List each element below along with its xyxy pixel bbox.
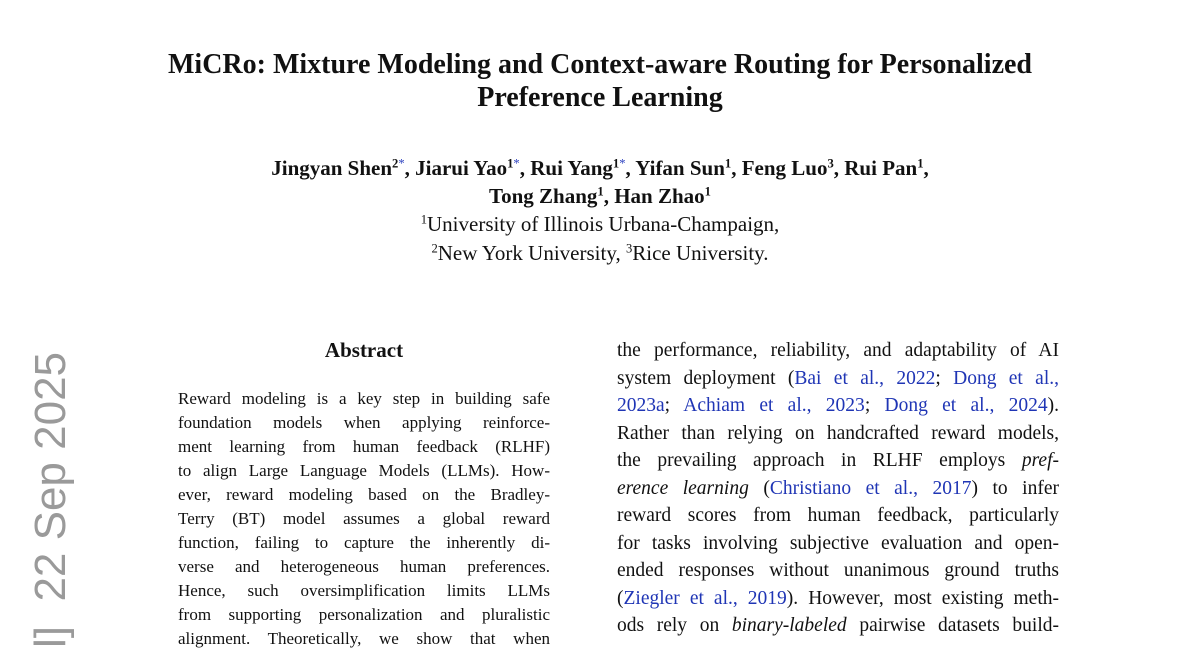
abstract-line: alignment. Theoretically, we show that when xyxy=(178,629,550,648)
arxiv-stamp-date: 22 Sep 2025 xyxy=(26,351,75,602)
intro-line: erence learning (Christiano et al., 2017) to infer xyxy=(617,477,1059,499)
abstract-line: Reward modeling is a key step in building safe xyxy=(178,389,550,408)
intro-line: 2023a; Achiam et al., 2023; Dong et al., 2024). xyxy=(617,395,1060,416)
author-affil-mark: 1 xyxy=(612,156,620,171)
intro-line: ended responses without unanimous ground truths xyxy=(617,560,1059,581)
title-line-1: MiCRo: Mixture Modeling and Context-aware Routing for Personalized xyxy=(167,49,1033,80)
author-name: Rui Yang xyxy=(530,156,613,180)
author-name: Han Zhao xyxy=(614,184,705,208)
author-affil-mark: 1 xyxy=(597,184,604,199)
author-name: Jingyan Shen xyxy=(271,156,393,180)
author-line-2: Tong Zhang$^1$, Han Zhao$^1$ xyxy=(489,184,711,208)
abstract-line: Terry (BT) model assumes a global reward xyxy=(178,509,550,528)
intro-line: system deployment (Bai et al., 2022; Dong et al., xyxy=(617,367,1059,389)
author-affil-mark: 3 xyxy=(827,156,834,171)
citation-link[interactable]: Bai et al., 2022 xyxy=(794,367,936,389)
abstract-line: foundation models when applying reinforce- xyxy=(178,413,550,432)
abstract-line: ment learning from human feedback (RLHF) xyxy=(178,437,550,456)
affiliations xyxy=(120,210,1080,268)
equal-contribution-mark: * xyxy=(513,156,520,171)
author-name: Tong Zhang xyxy=(489,184,598,208)
intro-line: (Ziegler et al., 2019). However, most existing meth- xyxy=(617,587,1059,609)
citation-link[interactable]: Achiam et al., 2023 xyxy=(683,395,865,416)
intro-line: for tasks involving subjective evaluation and open- xyxy=(617,532,1059,554)
author-list xyxy=(120,154,1080,210)
author-name: Yifan Sun xyxy=(635,156,725,180)
abstract-line: Hence, such oversimplification limits LLMs xyxy=(178,581,550,600)
abstract-line: verse and heterogeneous human preferences. xyxy=(178,557,550,576)
abstract-heading: Abstract xyxy=(324,338,404,362)
intro-line: the performance, reliability, and adaptability of AI xyxy=(617,340,1059,361)
intro-line: reward scores from human feedback, particularly xyxy=(617,505,1059,526)
abstract-line: ever, reward modeling based on the Bradley- xyxy=(178,485,550,504)
arxiv-margin-stamp xyxy=(26,328,76,648)
arxiv-stamp-partial: l] xyxy=(26,626,75,648)
author-name: Feng Luo xyxy=(741,156,828,180)
author-affil-mark: 1 xyxy=(724,156,732,171)
citation-link[interactable]: 2023a xyxy=(617,395,665,416)
author-affil-mark: 1 xyxy=(917,156,924,171)
author-affil-mark: 1 xyxy=(507,156,514,171)
intro-line: ods rely on binary-labeled pairwise datasets build- xyxy=(617,615,1059,636)
introduction-column xyxy=(617,337,1059,640)
abstract-line: to align Large Language Models (LLMs). How- xyxy=(178,461,550,480)
citation-link[interactable]: Dong et al., xyxy=(953,367,1059,389)
citation-link[interactable]: Ziegler et al., 2019 xyxy=(623,587,787,609)
author-name: Jiarui Yao xyxy=(415,156,508,180)
author-line-1: Jingyan Shen$^{2*}$, Jiarui Yao$^{1*}$, Rui Yang$^{1*}$, Yifan Sun$^1$, Feng Luo$^3$, Rui Pan$^1$, xyxy=(271,156,929,180)
abstract-line: from supporting personalization and pluralistic xyxy=(178,605,550,624)
title-line-2: Preference Learning xyxy=(477,82,723,113)
author-name: Rui Pan xyxy=(844,156,918,180)
equal-contribution-mark: * xyxy=(398,156,405,171)
abstract-line: function, failing to capture the inherently di- xyxy=(178,533,550,552)
citation-link[interactable]: Dong et al., 2024 xyxy=(884,395,1048,416)
paper-title xyxy=(120,48,1080,114)
citation-link[interactable]: Christiano et al., 2017 xyxy=(769,477,972,499)
intro-line: Rather than relying on handcrafted reward models, xyxy=(617,422,1059,444)
affiliation-line-1: $^1$University of Illinois Urbana-Champaign, xyxy=(420,212,780,236)
equal-contribution-mark: * xyxy=(619,156,626,171)
abstract-body xyxy=(178,387,550,651)
affiliation-line-2: $^2$New York University, $^3$Rice University. xyxy=(431,241,769,265)
author-affil-mark: 1 xyxy=(704,184,711,199)
intro-line: the prevailing approach in RLHF employs pref- xyxy=(617,450,1059,471)
author-affil-mark: 2 xyxy=(392,156,399,171)
